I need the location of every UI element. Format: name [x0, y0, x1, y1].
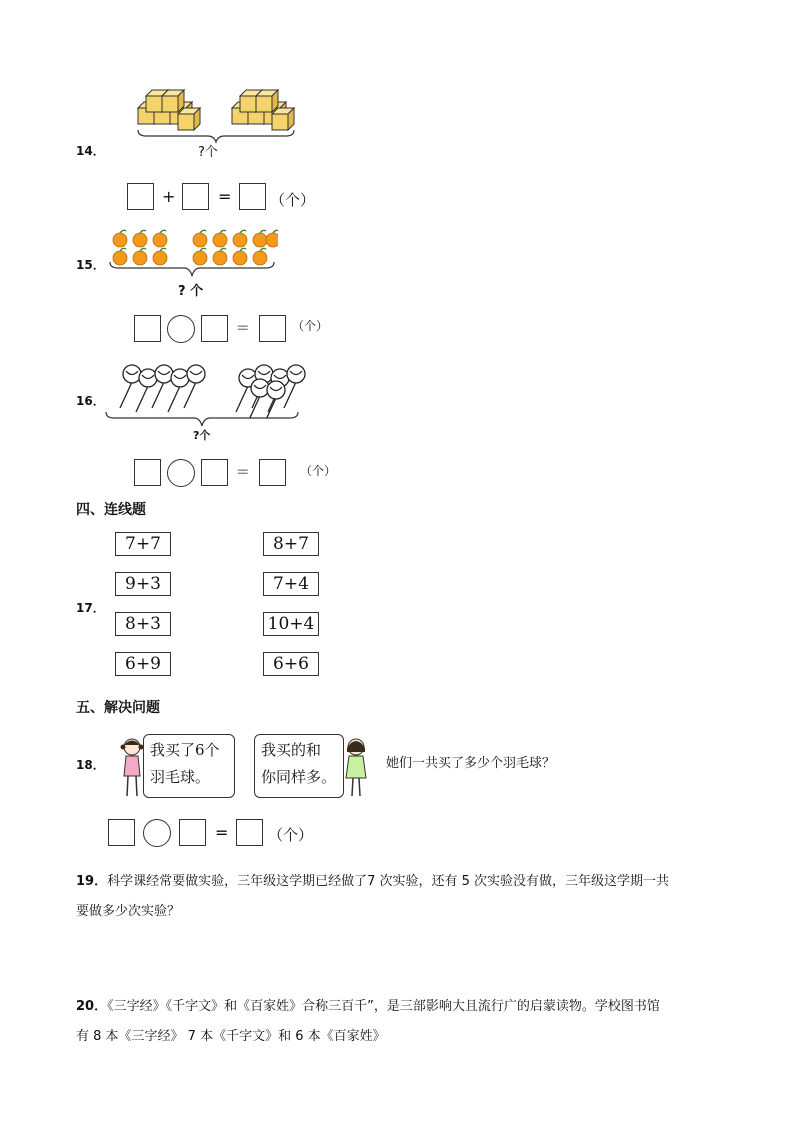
orange-icon — [213, 233, 227, 247]
q20-paragraph — [76, 992, 716, 1052]
bubble-line: 你同样多。 — [261, 768, 337, 786]
orange-icon — [113, 233, 127, 247]
q15-block — [0, 220, 794, 350]
brace-icon — [104, 410, 300, 428]
leaf-icon — [140, 230, 146, 233]
leaf-icon — [200, 230, 206, 233]
stick-icon — [120, 382, 132, 408]
unit-label: （个） — [292, 319, 329, 333]
brace-label: ?个 — [198, 145, 218, 160]
operator-circle[interactable] — [167, 459, 195, 487]
left-expression-card[interactable]: 9+3 — [115, 572, 171, 596]
girl-right-figure — [342, 736, 370, 800]
speech-bubble-right — [254, 734, 344, 798]
orange-icon — [253, 233, 267, 247]
text-line — [76, 867, 716, 897]
orange-icon — [133, 233, 147, 247]
left-expression-card[interactable]: 7+7 — [115, 532, 171, 556]
right-expression-card[interactable]: 7+4 — [263, 572, 319, 596]
question-number: 17． — [76, 601, 105, 615]
unit-label: （个） — [268, 826, 314, 844]
answer-box[interactable] — [201, 459, 228, 486]
question-text: 科学课经常要做实验，三年级这学期已经做了7 次实验，还有 5 次实验没有做，三年级这学期一共 — [107, 874, 670, 889]
bubble-line: 我买了6个 — [150, 741, 220, 759]
stick-icon — [184, 382, 196, 408]
orange-icon — [233, 233, 247, 247]
speech-bubble-left — [143, 734, 235, 798]
question-number: 14． — [76, 144, 105, 158]
operator-circle[interactable] — [167, 315, 195, 343]
q19-paragraph — [76, 867, 716, 927]
leaf-icon — [220, 230, 226, 233]
question-text: 有 8 本《三字经》 7 本《千字文》和 6 本《百家姓》 — [76, 1029, 386, 1044]
stick-icon — [152, 382, 164, 408]
unit-label: （个） — [270, 191, 316, 209]
stick-icon — [284, 382, 296, 408]
bubble-line: 羽毛球。 — [150, 768, 211, 786]
leaf-icon — [260, 230, 266, 233]
answer-box[interactable] — [259, 459, 286, 486]
brace-label: ?个 — [193, 429, 211, 442]
section-title: 四、连线题 — [76, 502, 146, 518]
leaf-icon — [140, 248, 146, 251]
leaf-icon — [120, 248, 126, 251]
stick-icon — [236, 386, 248, 412]
leaf-icon — [120, 230, 126, 233]
answer-box[interactable] — [179, 819, 206, 846]
cube-icon — [162, 96, 178, 112]
leaf-icon — [160, 230, 166, 233]
brace-icon — [108, 260, 276, 278]
cubes-illustration — [130, 80, 300, 132]
answer-box[interactable] — [236, 819, 263, 846]
stick-icon — [168, 386, 180, 412]
equals-sign: = — [218, 187, 232, 206]
question-text: 《三字经》《千字文》和《百家姓》合称三百千”，是三部影响大且流行广的启蒙读物。学校图书馆 — [107, 999, 660, 1014]
leaf-icon — [273, 230, 278, 233]
q16-block — [0, 355, 794, 495]
orange-icon — [266, 233, 278, 247]
leaf-icon — [160, 248, 166, 251]
operator-circle[interactable] — [143, 819, 171, 847]
equals-sign: = — [215, 823, 229, 842]
leaf-icon — [240, 230, 246, 233]
q17-block — [0, 525, 794, 685]
question-number: 16． — [76, 394, 105, 408]
right-expression-card[interactable]: 10+4 — [263, 612, 319, 636]
stick-icon — [136, 386, 148, 412]
answer-box[interactable] — [182, 183, 209, 210]
answer-box[interactable] — [127, 183, 154, 210]
equals-sign: = — [236, 318, 250, 337]
answer-box[interactable] — [201, 315, 228, 342]
right-expression-card[interactable]: 8+7 — [263, 532, 319, 556]
answer-box[interactable] — [108, 819, 135, 846]
question-text: 要做多少次实验？ — [76, 904, 181, 919]
answer-box[interactable] — [259, 315, 286, 342]
left-expression-card[interactable]: 8+3 — [115, 612, 171, 636]
leaf-icon — [260, 248, 266, 251]
question-number: 20． — [76, 999, 108, 1014]
answer-box[interactable] — [134, 459, 161, 486]
q18-block — [0, 730, 794, 855]
cube-icon — [146, 96, 162, 112]
cube-icon — [240, 96, 256, 112]
text-line — [76, 992, 716, 1022]
orange-icon — [153, 233, 167, 247]
leaf-icon — [240, 248, 246, 251]
right-expression-card[interactable]: 6+6 — [263, 652, 319, 676]
q14-block — [0, 0, 794, 220]
answer-box[interactable] — [239, 183, 266, 210]
question-number: 19． — [76, 874, 108, 889]
left-expression-card[interactable]: 6+9 — [115, 652, 171, 676]
section-title: 五、解决问题 — [76, 700, 160, 716]
leaf-icon — [220, 248, 226, 251]
question-number: 15． — [76, 258, 105, 272]
cube-icon — [256, 96, 272, 112]
answer-box[interactable] — [134, 315, 161, 342]
equals-sign: = — [236, 462, 250, 481]
plus-sign: + — [162, 187, 176, 206]
brace-label: ? 个 — [178, 284, 204, 299]
girl-left-figure — [118, 736, 146, 800]
question-text: 她们一共买了多少个羽毛球？ — [386, 756, 556, 771]
question-number: 18． — [76, 758, 105, 772]
unit-label: （个） — [300, 464, 337, 478]
leaf-icon — [200, 248, 206, 251]
bubble-line: 我买的和 — [261, 741, 322, 759]
orange-icon — [193, 233, 207, 247]
